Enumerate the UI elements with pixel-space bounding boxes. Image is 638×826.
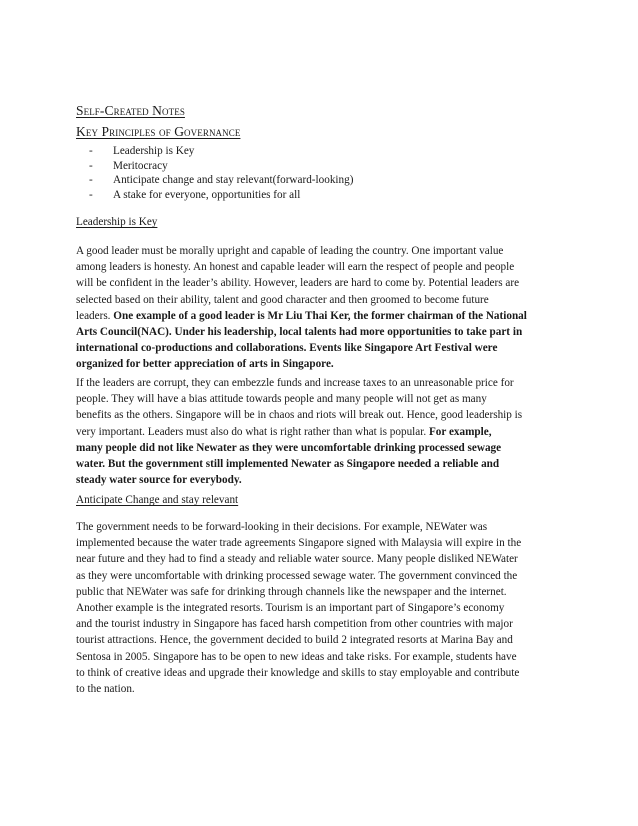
bullet-marker: - <box>89 189 93 202</box>
list-item: - Leadership is Key <box>89 145 195 157</box>
document-subtitle: Key Principles of Governance <box>76 124 241 139</box>
section-heading-anticipate: Anticipate Change and stay relevant <box>76 494 239 506</box>
leadership-paragraph-2: If the leaders are corrupt, they can embezzle funds and increase taxes to an unreasonable price for people. They will have a bias attitude towards people and many people will not get as many benefits as the others. Singapore will be in chaos and riots will break out. Hence, good leadership is very important. Leaders must also do what is right rather than what is popular. For example, many people did not like Newater as they were uncomfortable drinking processed sewage water. But the government still implemented Newater as Singapore needed a reliable and steady water source for everybody. <box>76 377 523 487</box>
anticipate-paragraph: The government needs to be forward-looking in their decisions. For example, NEWater was implemented because the water trade agreements Singapore signed with Malaysia will expire in the near future and they had to find a steady and reliable water source. Many people disliked NEWater as they were uncomfortable with drinking processed sewage water. The government convinced the public that NEWater was safe for drinking through channels like the newspaper and the internet. Another example is the integrated resorts. Tourism is an important part of Singapore’s economy and the tourist industry in Singapore has faced harsh competition from other countries with major tourist attractions. Hence, the government decided to build 2 integrated resorts at Marina Bay and Sentosa in 2005. Singapore has to be open to new ideas and take risks. For example, students have to think of creative ideas and upgrade their knowledge and skills to stay employable and contribute to the nation. <box>76 521 522 696</box>
leadership-paragraph-1: A good leader must be morally upright and capable of leading the country. One important value among leaders is honesty. An honest and capable leader will earn the respect of people and people will be confident in the leader’s ability. However, leaders are hard to come by. Potential leaders are selected based on their ability, talent and good character and then groomed to become future leaders. One example of a good leader is Mr Liu Thai Ker, the former chairman of the National Arts Council(NAC). Under his leadership, local talents had more opportunities to take part in international co-productions and collaborations. Events like Singapore Art Festival were organized for better appreciation of arts in Singapore. <box>76 245 527 371</box>
bullet-marker: - <box>89 174 93 187</box>
list-item: - Anticipate change and stay relevant(forward-looking) <box>89 174 354 187</box>
list-item: - Meritocracy <box>89 159 168 172</box>
document-title: Self-Created Notes <box>76 103 185 118</box>
bullet-marker: - <box>89 159 93 172</box>
section-heading-leadership: Leadership is Key <box>76 216 158 228</box>
bullet-marker: - <box>89 145 93 157</box>
principles-list <box>89 144 353 203</box>
list-item: - A stake for everyone, opportunities for all <box>89 189 301 202</box>
